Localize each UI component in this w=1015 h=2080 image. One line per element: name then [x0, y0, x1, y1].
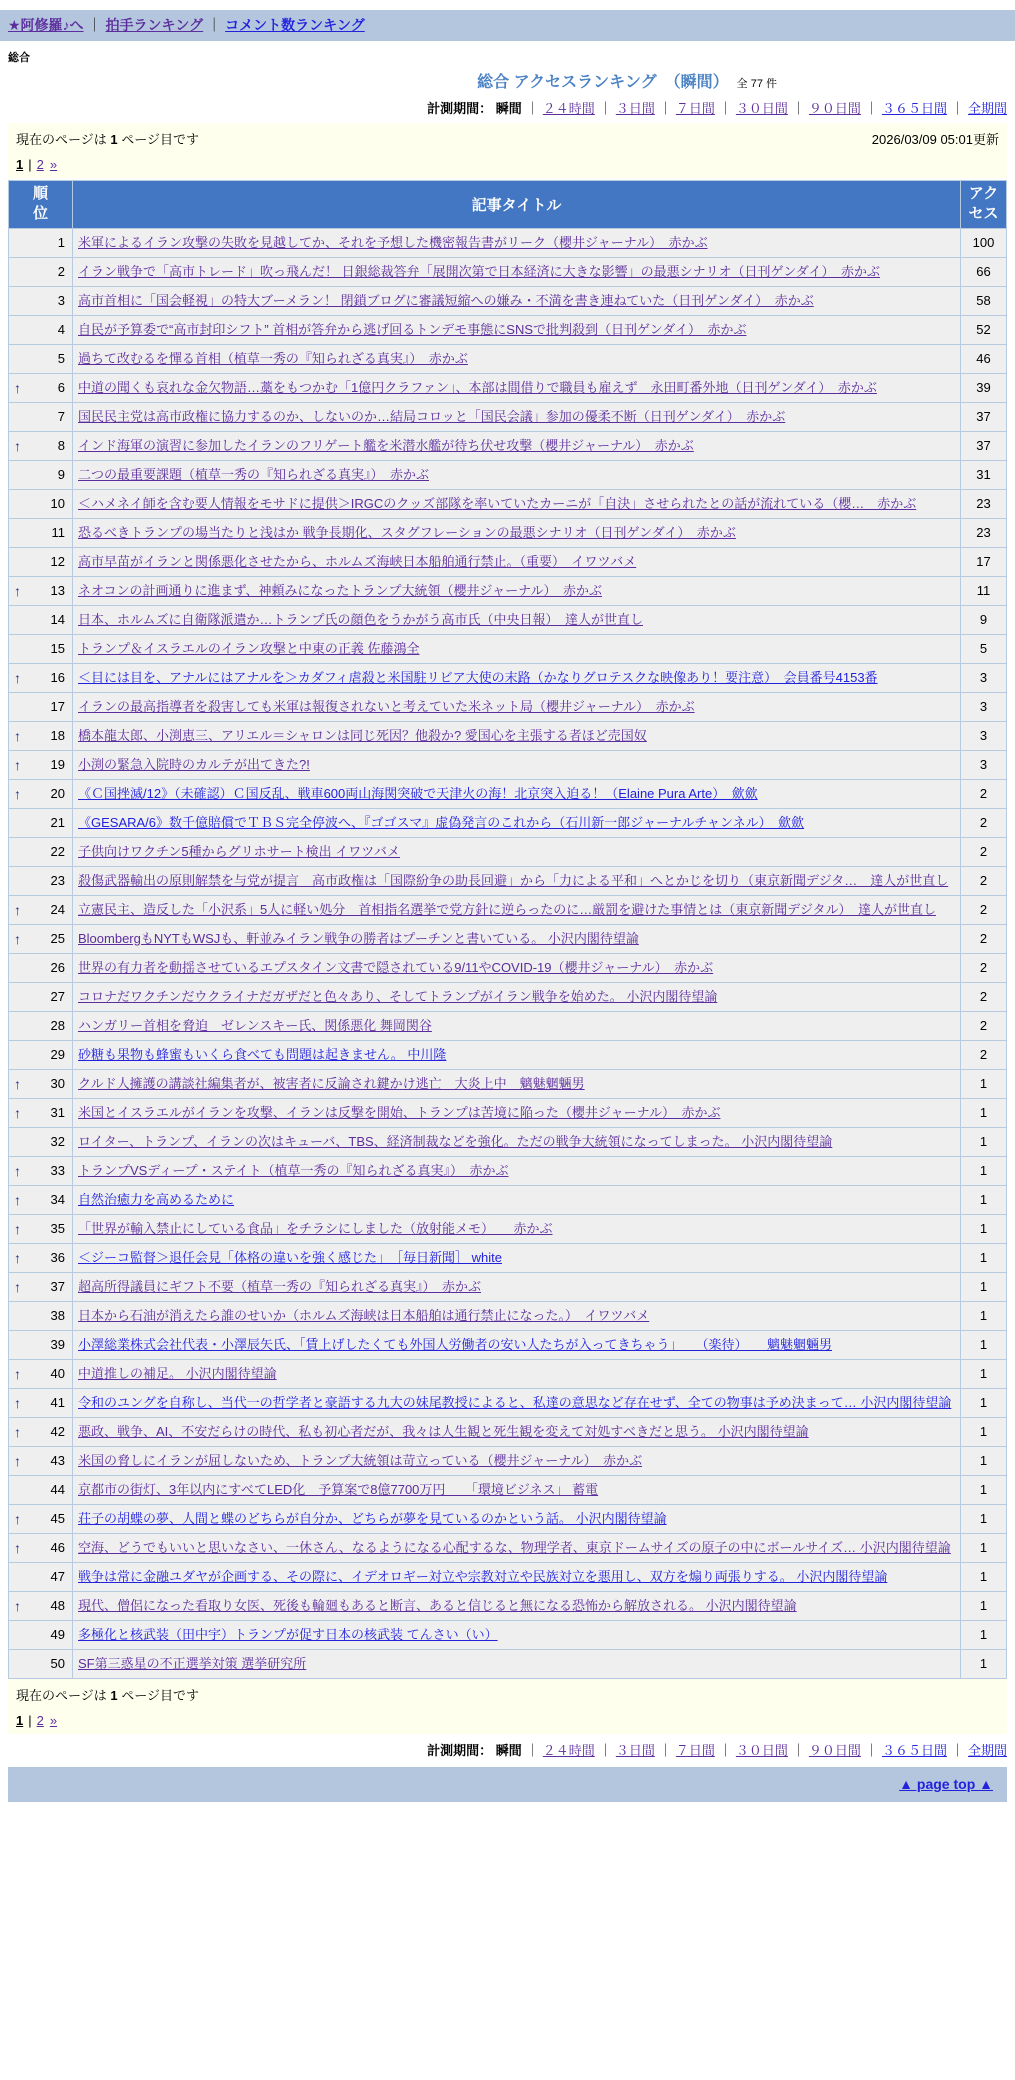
article-link[interactable]: ネオコンの計画通りに進まず、神頼みになったトランプ大統領（櫻井ジャーナル） 赤かぶ	[78, 582, 603, 598]
rank-number: 38	[50, 1307, 65, 1323]
table-row	[9, 1591, 1007, 1620]
rank-number: 12	[50, 553, 65, 569]
rank-number: 47	[50, 1568, 65, 1584]
updated-timestamp: 2026/03/09 05:01更新	[871, 132, 999, 147]
article-link[interactable]: 悪政、戦争、AI、不安だらけの時代、私も初心者だが、我々は人生観と死生観を変えて対処すべきだと思う。 小沢内閣待望論	[78, 1423, 809, 1439]
pagination-next[interactable]: »	[49, 1712, 58, 1728]
up-arrow-icon: ↑	[14, 1104, 21, 1121]
rank-number: 10	[50, 495, 65, 511]
rank-number: 20	[50, 785, 65, 801]
up-arrow-icon: ↑	[14, 727, 21, 744]
separator: ｜	[791, 101, 805, 116]
up-arrow-icon: ↑	[14, 1539, 21, 1556]
access-count: 31	[961, 460, 1007, 489]
up-arrow-icon: ↑	[14, 1452, 21, 1469]
up-arrow-icon: ↑	[14, 582, 21, 599]
separator: ｜	[207, 17, 222, 33]
rank-number: 41	[50, 1394, 65, 1410]
table-row	[9, 663, 1007, 692]
table-header-row	[9, 181, 1007, 229]
current-page-text: 現在のページは 1 ページ目です	[16, 1687, 199, 1703]
access-count: 2	[961, 953, 1007, 982]
bottom-spacer	[0, 1802, 1015, 1838]
article-link[interactable]: 空海、どうでもいいと思いなさい、一休さん、なるようになる心配するな、物理学者、東京ドームサイズの原子の中にボールサイズ… 小沢内閣待望論	[78, 1539, 951, 1555]
access-count: 1	[961, 1127, 1007, 1156]
access-count: 1	[961, 1069, 1007, 1098]
table-row	[9, 228, 1007, 257]
up-arrow-icon: ↑	[14, 437, 21, 454]
article-link[interactable]: 中道の聞くも哀れな金欠物語…藁をもつかむ「1億円クラファン」、本部は間借りで職員も雇えず 永田町番外地（日刊ゲンダイ） 赤かぶ	[78, 379, 877, 395]
article-link[interactable]: イランの最高指導者を殺害しても米軍は報復されないと考えていた米ネット局（櫻井ジャーナル） 赤かぶ	[78, 698, 695, 714]
rank-number: 35	[50, 1220, 65, 1236]
period-link[interactable]: ２４時間	[542, 101, 595, 116]
access-count: 1	[961, 1649, 1007, 1678]
period-link[interactable]: ３日間	[615, 101, 655, 116]
up-arrow-icon: ↑	[14, 1394, 21, 1411]
rank-number: 11	[51, 524, 65, 540]
table-row	[9, 953, 1007, 982]
rank-number: 29	[50, 1046, 65, 1062]
article-link[interactable]: 日本から石油が消えたら誰のせいか（ホルムズ海峡は日本船舶は通行禁止になった。） イワツバメ	[78, 1307, 650, 1323]
article-link[interactable]: 二つの最重要課題（植草一秀の『知られざる真実』） 赤かぶ	[78, 466, 430, 482]
topbar-link[interactable]: コメント数ランキング	[225, 17, 365, 33]
article-link[interactable]: ハンガリー首相を脅迫 ゼレンスキー氏、関係悪化 舞岡関谷	[78, 1017, 432, 1033]
rank-number: 34	[50, 1191, 65, 1207]
access-count: 1	[961, 1330, 1007, 1359]
table-row	[9, 1620, 1007, 1649]
article-link[interactable]: 小澤総業株式会社代表・小澤辰矢氏、「賃上げしたくても外国人労働者の安い人たちが入ってきちゃう」 （楽待） 魑魅魍魎男	[78, 1336, 833, 1352]
period-link[interactable]: ３０日間	[735, 101, 788, 116]
rank-number: 42	[50, 1423, 65, 1439]
access-count: 1	[961, 1359, 1007, 1388]
table-row	[9, 721, 1007, 750]
access-count: 23	[961, 518, 1007, 547]
article-link[interactable]: 自然治癒力を高めるために	[78, 1191, 235, 1207]
table-row	[9, 431, 1007, 460]
period-link[interactable]: ７日間	[675, 1742, 715, 1758]
access-count: 1	[961, 1475, 1007, 1504]
article-link[interactable]: クルド人擁護の講談社編集者が、被害者に反論され鍵かけ逃亡 大炎上中 魑魅魍魎男	[78, 1075, 585, 1091]
pagination-page-2[interactable]: 2	[36, 157, 44, 172]
access-count: 39	[961, 373, 1007, 402]
table-row	[9, 518, 1007, 547]
up-arrow-icon: ↑	[14, 1249, 21, 1266]
topbar-link[interactable]: ★阿修羅♪へ	[8, 17, 84, 33]
table-row	[9, 1417, 1007, 1446]
access-count: 1	[961, 1620, 1007, 1649]
rank-number: 50	[50, 1655, 65, 1671]
rank-number: 40	[50, 1365, 65, 1381]
table-row	[9, 1156, 1007, 1185]
ranking-table	[8, 180, 1007, 1679]
access-count: 1	[961, 1185, 1007, 1214]
rank-number: 25	[50, 930, 65, 946]
page-title-line	[0, 69, 1015, 92]
article-link[interactable]: ＜ハメネイ師を含む要人情報をモサドに提供＞IRGCのクッズ部隊を率いていたカーニが「自決」させられたとの話が流れている（櫻… 赤かぶ	[78, 495, 917, 511]
table-row	[9, 1562, 1007, 1591]
period-link[interactable]: ２４時間	[542, 1742, 595, 1758]
up-arrow-icon: ↑	[14, 1365, 21, 1382]
separator: ｜	[718, 101, 732, 116]
article-link[interactable]: 《Ｃ国挫滅/12》（未確認）Ｃ国反乱、戦車600両山海関突破で天津火の海！北京突入迫る！（Elaine Pura Arte） 歛歛	[78, 785, 758, 801]
separator: ｜	[87, 17, 102, 33]
article-link[interactable]: 高市首相に「国会軽視」の特大ブーメラン！ 閉鎖ブログに審議短縮への嫌み・不満を書き連ねていた（日刊ゲンダイ） 赤かぶ	[78, 292, 814, 308]
rank-number: 23	[50, 872, 65, 888]
rank-number: 21	[50, 814, 65, 830]
table-row	[9, 257, 1007, 286]
rank-number: 8	[57, 437, 65, 453]
separator: ｜	[658, 1742, 672, 1758]
article-link[interactable]: 殺傷武器輸出の原則解禁を与党が提言 高市政権は「国際紛争の助長回避」から「力による平和」へとかじを切り（東京新聞デジタ… 達人が世直し	[78, 872, 949, 888]
access-count: 2	[961, 808, 1007, 837]
table-row	[9, 1185, 1007, 1214]
up-arrow-icon: ↑	[14, 756, 21, 773]
page-top-link[interactable]: ▲ page top ▲	[899, 1775, 993, 1792]
rank-number: 49	[50, 1626, 65, 1642]
table-row	[9, 1243, 1007, 1272]
access-count: 5	[961, 634, 1007, 663]
article-link[interactable]: 国民民主党は高市政権に協力するのか、しないのか…結局コロッと「国民会議」参加の優柔不断（日刊ゲンダイ） 赤かぶ	[78, 408, 786, 424]
access-count: 1	[961, 1446, 1007, 1475]
period-link[interactable]: 全期間	[967, 101, 1007, 116]
period-link[interactable]: ７日間	[675, 101, 715, 116]
ranking-table-body	[9, 228, 1007, 1678]
article-link[interactable]: ＜ジーコ監督＞退任会見「体格の違いを強く感じた」 ［毎日新聞］ white	[78, 1249, 502, 1265]
up-arrow-icon: ↑	[14, 785, 21, 802]
article-link[interactable]: 橋本龍太郎、小渕恵三、アリエル＝シャロンは同じ死因？他殺か? 愛国心を主張する者ほど売国奴	[78, 727, 647, 743]
up-arrow-icon: ↑	[14, 1423, 21, 1440]
rank-number: 6	[57, 379, 65, 395]
table-row	[9, 344, 1007, 373]
access-count: 1	[961, 1272, 1007, 1301]
access-count: 3	[961, 750, 1007, 779]
rank-number: 26	[50, 959, 65, 975]
article-link[interactable]: 超高所得議員にギフト不要（植草一秀の『知られざる真実』） 赤かぶ	[78, 1278, 482, 1294]
article-link[interactable]: 令和のユングを自称し、当代一の哲学者と豪語する九大の妹尾教授によると、私達の意思など存在せず、全ての物事は予め決まって… 小沢内閣待望論	[78, 1394, 952, 1410]
separator: ｜	[658, 101, 672, 116]
table-row	[9, 1359, 1007, 1388]
table-row	[9, 1504, 1007, 1533]
up-arrow-icon: ↑	[14, 1191, 21, 1208]
period-link[interactable]: ９０日間	[808, 101, 861, 116]
period-label: 計測期間：	[427, 101, 493, 116]
access-count: 11	[961, 576, 1007, 605]
table-row	[9, 1214, 1007, 1243]
separator: ｜	[864, 1742, 878, 1758]
table-row	[9, 315, 1007, 344]
rank-number: 16	[50, 669, 65, 685]
rank-number: 43	[50, 1452, 65, 1468]
up-arrow-icon: ↑	[14, 1597, 21, 1614]
table-row	[9, 1011, 1007, 1040]
access-count: 9	[961, 605, 1007, 634]
rank-number: 33	[50, 1162, 65, 1178]
page-top-bar	[8, 1767, 1007, 1802]
table-row	[9, 1533, 1007, 1562]
current-page-text: 現在のページは 1 ページ目です	[16, 132, 199, 147]
period-label: 計測期間：	[427, 1742, 493, 1758]
period-nav-top	[0, 98, 1015, 117]
rank-number: 27	[50, 988, 65, 1004]
access-count: 1	[961, 1156, 1007, 1185]
table-row	[9, 605, 1007, 634]
rank-number: 22	[50, 843, 65, 859]
table-row	[9, 779, 1007, 808]
access-count: 46	[961, 344, 1007, 373]
page-info-top	[8, 123, 1007, 178]
article-link[interactable]: 現代、僧侶になった看取り女医、死後も輪廻もあると断言、あると信じると無になる恐怖から解放される。 小沢内閣待望論	[78, 1597, 797, 1613]
period-link[interactable]: ３６５日間	[881, 101, 947, 116]
access-count: 3	[961, 692, 1007, 721]
table-row	[9, 1040, 1007, 1069]
article-link[interactable]: 米国とイスラエルがイランを攻撃、イランは反撃を開始、トランプは苦境に陥った（櫻井ジャーナル） 赤かぶ	[78, 1104, 721, 1120]
access-count: 2	[961, 1011, 1007, 1040]
article-link[interactable]: 中道推しの補足。 小沢内閣待望論	[78, 1365, 277, 1381]
rank-number: 24	[50, 901, 65, 917]
pagination-top: 1 | 2 »	[16, 157, 58, 172]
access-count: 1	[961, 1533, 1007, 1562]
table-row	[9, 1330, 1007, 1359]
separator: ｜	[598, 101, 612, 116]
article-link[interactable]: イラン戦争で「高市トレード」吹っ飛んだ！ 日銀総裁答弁「展開次第で日本経済に大きな影響」の最悪シナリオ（日刊ゲンダイ） 赤かぶ	[78, 263, 880, 279]
page-info-bottom	[8, 1679, 1007, 1734]
access-count: 2	[961, 837, 1007, 866]
article-link[interactable]: 砂糖も果物も蜂蜜もいくら食べても問題は起きません。 中川隆	[78, 1046, 447, 1062]
pagination-current: 1	[16, 157, 24, 172]
rank-number: 1	[57, 234, 65, 250]
rank-number: 48	[50, 1597, 65, 1613]
table-row	[9, 895, 1007, 924]
table-row	[9, 982, 1007, 1011]
access-count: 1	[961, 1591, 1007, 1620]
page-title: 総合 アクセスランキング （瞬間）	[477, 74, 729, 91]
topbar-links	[8, 17, 365, 33]
rank-number: 37	[50, 1278, 65, 1294]
period-link[interactable]: ３０日間	[735, 1742, 788, 1758]
article-link[interactable]: 「世界が輸入禁止にしている食品」をチラシにしました（放射能メモ） 赤かぶ	[78, 1220, 553, 1236]
access-count: 37	[961, 431, 1007, 460]
article-link[interactable]: 子供向けワクチン5種からグリホサート検出 イワツバメ	[78, 843, 400, 859]
pagination-current: 1	[16, 1712, 24, 1728]
table-row	[9, 1069, 1007, 1098]
access-count: 58	[961, 286, 1007, 315]
rank-number: 13	[50, 582, 65, 598]
col-header-title: 記事タイトル	[73, 181, 961, 229]
article-link[interactable]: 立憲民主、造反した「小沢系」5人に軽い処分 首相指名選挙で党方針に逆らったのに…厳罰を避けた事情とは（東京新聞デジタル） 達人が世直し	[78, 901, 936, 917]
access-count: 2	[961, 982, 1007, 1011]
table-row	[9, 1127, 1007, 1156]
rank-number: 17	[50, 698, 65, 714]
rank-number: 5	[57, 350, 65, 366]
rank-number: 7	[57, 408, 65, 424]
access-count: 52	[961, 315, 1007, 344]
article-link[interactable]: 高市早苗がイランと関係悪化させたから、ホルムズ海峡日本船舶通行禁止。（重要） イワツバメ	[78, 553, 637, 569]
pagination-next[interactable]: »	[49, 157, 58, 172]
table-row	[9, 547, 1007, 576]
article-link[interactable]: SF第三惑星の不正選挙対策 選挙研究所	[78, 1655, 307, 1671]
separator: ｜	[864, 101, 878, 116]
article-link[interactable]: トランプ＆イスラエルのイラン攻撃と中東の正義 佐藤鴻全	[78, 640, 420, 656]
rank-number: 44	[50, 1481, 65, 1497]
article-link[interactable]: 小渕の緊急入院時のカルテが出てきた?!	[78, 756, 310, 772]
access-count: 2	[961, 924, 1007, 953]
article-link[interactable]: 《GESARA/6》数千億賠償でＴＢＳ完全停波へ、『ゴゴスマ』虚偽発言のこれから（石川新一郎ジャーナルチャンネル） 歛歛	[78, 814, 805, 830]
table-row	[9, 460, 1007, 489]
pagination-page-2[interactable]: 2	[36, 1712, 44, 1728]
access-count: 1	[961, 1388, 1007, 1417]
article-link[interactable]: 多極化と核武装（田中宇）トランプが促す日本の核武装 てんさい（い）	[78, 1626, 498, 1642]
article-link[interactable]: トランプVSディープ・ステイト（植草一秀の『知られざる真実』） 赤かぶ	[78, 1162, 509, 1178]
period-link[interactable]: 全期間	[967, 1742, 1007, 1758]
rank-number: 18	[50, 727, 65, 743]
rank-number: 45	[50, 1510, 65, 1526]
table-row	[9, 692, 1007, 721]
separator: ｜	[525, 101, 539, 116]
up-arrow-icon: ↑	[14, 1075, 21, 1092]
access-count: 1	[961, 1504, 1007, 1533]
access-count: 2	[961, 895, 1007, 924]
total-count: 全 77 件	[736, 78, 777, 90]
table-row	[9, 576, 1007, 605]
up-arrow-icon: ↑	[14, 901, 21, 918]
period-current: 瞬間	[495, 101, 522, 116]
up-arrow-icon: ↑	[14, 1278, 21, 1295]
access-count: 66	[961, 257, 1007, 286]
top-link-bar	[0, 10, 1015, 41]
up-arrow-icon: ↑	[14, 669, 21, 686]
table-row	[9, 837, 1007, 866]
access-count: 1	[961, 1562, 1007, 1591]
article-link[interactable]: 米国の脅しにイランが屈しないため、トランプ大統領は苛立っている（櫻井ジャーナル） 赤かぶ	[78, 1452, 643, 1468]
table-row	[9, 750, 1007, 779]
pagination-bottom: 1 | 2 »	[16, 1712, 58, 1728]
rank-number: 30	[50, 1075, 65, 1091]
table-row	[9, 1272, 1007, 1301]
access-count: 3	[961, 721, 1007, 750]
up-arrow-icon: ↑	[14, 930, 21, 947]
article-link[interactable]: BloombergもNYTもWSJも、軒並みイラン戦争の勝者はプーチンと書いている。 小沢内閣待望論	[78, 930, 639, 946]
article-link[interactable]: 世界の有力者を動揺させているエプスタイン文書で隠されている9/11やCOVID-19（櫻井ジャーナル） 赤かぶ	[78, 959, 714, 975]
table-row	[9, 1475, 1007, 1504]
table-row	[9, 286, 1007, 315]
separator: ｜	[950, 101, 964, 116]
article-link[interactable]: 米軍によるイラン攻撃の失敗を見越してか、それを予想した機密報告書がリーク（櫻井ジャーナル） 赤かぶ	[78, 234, 708, 250]
rank-number: 28	[50, 1017, 65, 1033]
table-row	[9, 489, 1007, 518]
table-row	[9, 1649, 1007, 1678]
rank-number: 4	[57, 321, 65, 337]
col-header-rank: 順位	[9, 181, 73, 229]
article-link[interactable]: 自民が予算委で“高市封印シフト” 首相が答弁から逃げ回るトンデモ事態にSNSで批判殺到（日刊ゲンダイ） 赤かぶ	[78, 321, 747, 337]
period-link[interactable]: ３日間	[615, 1742, 655, 1758]
article-link[interactable]: 過ちて改むるを憚る首相（植草一秀の『知られざる真実』） 赤かぶ	[78, 350, 468, 366]
access-count: 100	[961, 228, 1007, 257]
topbar-link[interactable]: 拍手ランキング	[105, 17, 204, 33]
access-count: 1	[961, 1214, 1007, 1243]
table-row	[9, 1301, 1007, 1330]
period-current: 瞬間	[495, 1742, 522, 1758]
access-count: 23	[961, 489, 1007, 518]
separator: ｜	[598, 1742, 612, 1758]
separator: ｜	[950, 1742, 964, 1758]
up-arrow-icon: ↑	[14, 1162, 21, 1179]
period-link[interactable]: ９０日間	[808, 1742, 861, 1758]
rank-number: 46	[50, 1539, 65, 1555]
table-row	[9, 866, 1007, 895]
separator: ｜	[718, 1742, 732, 1758]
article-link[interactable]: ＜目には目を、アナルにはアナルを＞カダフィ虐殺と米国駐リビア大使の末路（かなりグロテスクな映像あり！要注意） 会員番号4153番	[78, 669, 878, 685]
period-nav-bottom	[0, 1740, 1015, 1759]
article-link[interactable]: コロナだワクチンだウクライナだガザだと色々あり、そしてトランプがイラン戦争を始めた。 小沢内閣待望論	[78, 988, 718, 1004]
article-link[interactable]: ロイター、トランプ、イランの次はキューバ、TBS、経済制裁などを強化。ただの戦争大統領になってしまった。 小沢内閣待望論	[78, 1133, 833, 1149]
col-header-access: アクセス	[961, 181, 1007, 229]
article-link[interactable]: 荘子の胡蝶の夢、人間と蝶のどちらが自分か、どちらが夢を見ているのかという話。 小沢内閣待望論	[78, 1510, 667, 1526]
table-row	[9, 808, 1007, 837]
separator: ｜	[791, 1742, 805, 1758]
rank-number: 14	[50, 611, 65, 627]
table-row	[9, 1098, 1007, 1127]
access-count: 3	[961, 663, 1007, 692]
article-link[interactable]: 恐るべきトランプの場当たりと浅はか 戦争長期化、スタグフレーションの最悪シナリオ（日刊ゲンダイ） 赤かぶ	[78, 524, 736, 540]
up-arrow-icon: ↑	[14, 1510, 21, 1527]
table-row	[9, 924, 1007, 953]
rank-number: 9	[57, 466, 65, 482]
access-count: 1	[961, 1301, 1007, 1330]
table-row	[9, 1446, 1007, 1475]
access-count: 2	[961, 866, 1007, 895]
access-count: 37	[961, 402, 1007, 431]
rank-number: 19	[50, 756, 65, 772]
table-row	[9, 1388, 1007, 1417]
access-count: 1	[961, 1417, 1007, 1446]
rank-number: 15	[50, 640, 65, 656]
table-row	[9, 634, 1007, 663]
rank-number: 3	[57, 292, 65, 308]
access-count: 17	[961, 547, 1007, 576]
access-count: 2	[961, 779, 1007, 808]
up-arrow-icon: ↑	[14, 1220, 21, 1237]
access-count: 2	[961, 1040, 1007, 1069]
article-link[interactable]: 京都市の街灯、3年以内にすべてLED化 予算案で8億7700万円 「環境ビジネス」 蓄電	[78, 1481, 599, 1497]
rank-number: 39	[50, 1336, 65, 1352]
rank-number: 2	[57, 263, 65, 279]
category-label: 総合	[8, 52, 30, 64]
separator: ｜	[525, 1742, 539, 1758]
period-link[interactable]: ３６５日間	[881, 1742, 947, 1758]
rank-number: 31	[50, 1104, 65, 1120]
article-link[interactable]: 戦争は常に金融ユダヤが企画する、その際に、イデオロギー対立や宗教対立や民族対立を悪用し、双方を煽り両張りする。 小沢内閣待望論	[78, 1568, 888, 1584]
table-row	[9, 373, 1007, 402]
rank-number: 32	[50, 1133, 65, 1149]
up-arrow-icon: ↑	[14, 379, 21, 396]
access-count: 1	[961, 1243, 1007, 1272]
access-count: 1	[961, 1098, 1007, 1127]
article-link[interactable]: 日本、ホルムズに自衛隊派遣か…トランプ氏の顔色をうかがう高市氏（中央日報） 達人が世直し	[78, 611, 643, 627]
article-link[interactable]: インド海軍の演習に参加したイランのフリゲート艦を米潜水艦が待ち伏せ攻撃（櫻井ジャーナル） 赤かぶ	[78, 437, 694, 453]
table-row	[9, 402, 1007, 431]
rank-number: 36	[50, 1249, 65, 1265]
